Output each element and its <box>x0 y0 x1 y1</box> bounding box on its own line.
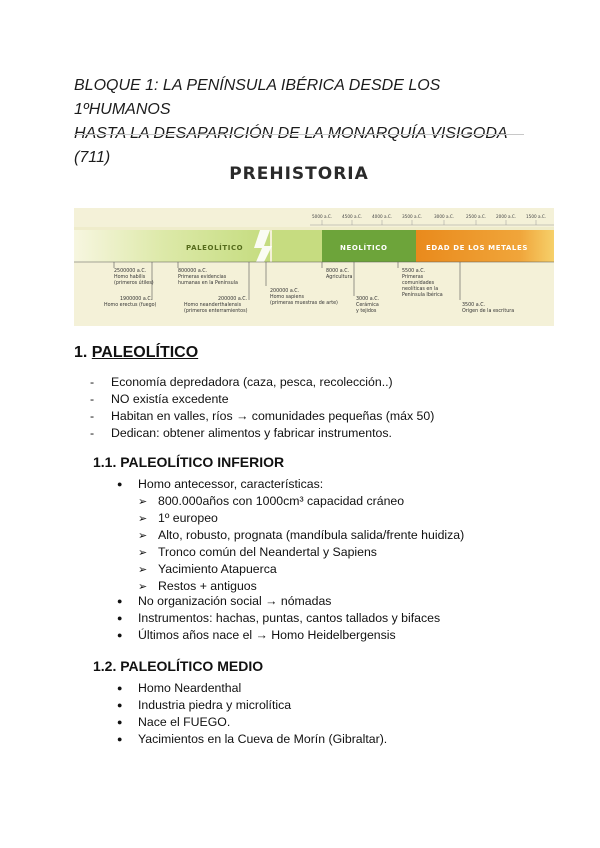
title-divider <box>74 134 524 135</box>
list-item: - NO existía excedente <box>90 391 434 408</box>
list-item: ● Industria piedra y microlítica <box>117 697 387 714</box>
date-label: 3000 a.C. <box>434 214 455 219</box>
date-label: 2000 a.C. <box>496 214 517 219</box>
event-date: 3500 a.C. <box>462 303 486 308</box>
date-label: 4500 a.C. <box>342 214 363 219</box>
inferior-list <box>117 476 464 595</box>
list-item: ● Instrumentos: hachas, puntas, cantos tallados y bifaces <box>117 610 440 627</box>
traits-sublist <box>138 493 464 595</box>
period-neolitico: NEOLÍTICO <box>340 244 388 252</box>
list-item: ● Últimos años nace el → Homo Heidelbergensis <box>117 627 440 644</box>
sublist-item: ➢ 1º europeo <box>138 510 464 527</box>
period-paleolitico: PALEOLÍTICO <box>186 244 244 252</box>
section-number: 1. <box>74 344 88 361</box>
event-date: 200000 a.C. <box>218 297 248 302</box>
list-item: - Habitan en valles, ríos → comunidades pequeñas (máx 50) <box>90 408 434 425</box>
event-label: (primeras muestras de arte) <box>270 301 338 306</box>
event-label: Homo neanderthalensis <box>184 303 242 308</box>
list-item: ● Nace el FUEGO. <box>117 714 387 731</box>
prehistory-timeline-image <box>74 208 554 326</box>
inferior-list-2 <box>117 593 440 644</box>
prehistoria-heading: PREHISTORIA <box>229 164 369 184</box>
subsection-heading-medio: 1.2. PALEOLÍTICO MEDIO <box>93 658 264 674</box>
paleolitico-list <box>90 374 434 442</box>
list-item: ● Homo Neardenthal <box>117 680 387 697</box>
sublist-item: ➢ Alto, robusto, prognata (mandíbula salida/frente huidiza) <box>138 527 464 544</box>
event-date: 1900000 a.C. <box>120 297 153 302</box>
sublist-item: ➢ Yacimiento Atapuerca <box>138 561 464 578</box>
event-label: Península Ibérica <box>402 293 443 298</box>
title-line-2: HASTA LA DESAPARICIÓN DE LA MONARQUÍA VISIGODA (711) <box>74 125 507 166</box>
event-label: Homo erectus (fuego) <box>104 303 157 308</box>
event-date: 5500 a.C. <box>402 269 426 274</box>
date-label: 3500 a.C. <box>402 214 423 219</box>
medio-list <box>117 680 387 748</box>
list-item: - Economía depredadora (caza, pesca, recolección..) <box>90 374 434 391</box>
date-label: 5000 a.C. <box>312 214 333 219</box>
event-label: Cerámica <box>356 303 379 308</box>
sublist-item: ➢ Tronco común del Neandertal y Sapiens <box>138 544 464 561</box>
event-date: 2500000 a.C. <box>114 269 147 274</box>
event-label: (primeros útiles) <box>114 281 154 286</box>
event-label: neolíticas en la <box>402 287 439 292</box>
event-label: Homo sapiens <box>270 295 304 300</box>
event-label: (primeros enterramientos) <box>184 309 248 314</box>
list-item: ● No organización social → nómadas <box>117 593 440 610</box>
period-metales: EDAD DE LOS METALES <box>426 244 529 252</box>
event-date: 800000 a.C. <box>178 269 208 274</box>
event-date: 3000 a.C. <box>356 297 380 302</box>
list-item <box>117 476 464 595</box>
list-item: ● Yacimientos en la Cueva de Morín (Gibraltar). <box>117 731 387 748</box>
document-title <box>74 74 534 170</box>
sublist-item: ➢ Restos + antiguos <box>138 578 464 595</box>
date-label: 4000 a.C. <box>372 214 393 219</box>
date-label: 2500 a.C. <box>466 214 487 219</box>
event-date: 200000 a.C. <box>270 289 300 294</box>
list-item-text: Homo antecessor, características: <box>138 477 324 491</box>
section-title: PALEOLÍTICO <box>91 344 199 361</box>
section-heading-paleolitico <box>74 344 198 362</box>
date-label: 1500 a.C. <box>526 214 547 219</box>
event-label: humanas en la Península <box>178 281 238 286</box>
title-line-1: BLOQUE 1: LA PENÍNSULA IBÉRICA DESDE LOS 1ºHUMANOS <box>74 77 441 118</box>
event-label: Agricultura <box>326 275 353 280</box>
event-label: comunidades <box>402 281 435 286</box>
event-label: Homo habilis <box>114 275 146 280</box>
event-label: Primeras <box>402 275 424 280</box>
event-label: y tejidos <box>356 309 377 314</box>
top-date-labels <box>312 214 546 219</box>
subsection-heading-inferior: 1.1. PALEOLÍTICO INFERIOR <box>93 454 285 470</box>
sublist-item: ➢ 800.000años con 1000cm³ capacidad cráneo <box>138 493 464 510</box>
event-label: Origen de la escritura <box>462 309 515 314</box>
event-date: 8000 a.C. <box>326 269 350 274</box>
event-label: Primeras evidencias <box>178 275 227 280</box>
list-item: - Dedican: obtener alimentos y fabricar instrumentos. <box>90 425 434 442</box>
